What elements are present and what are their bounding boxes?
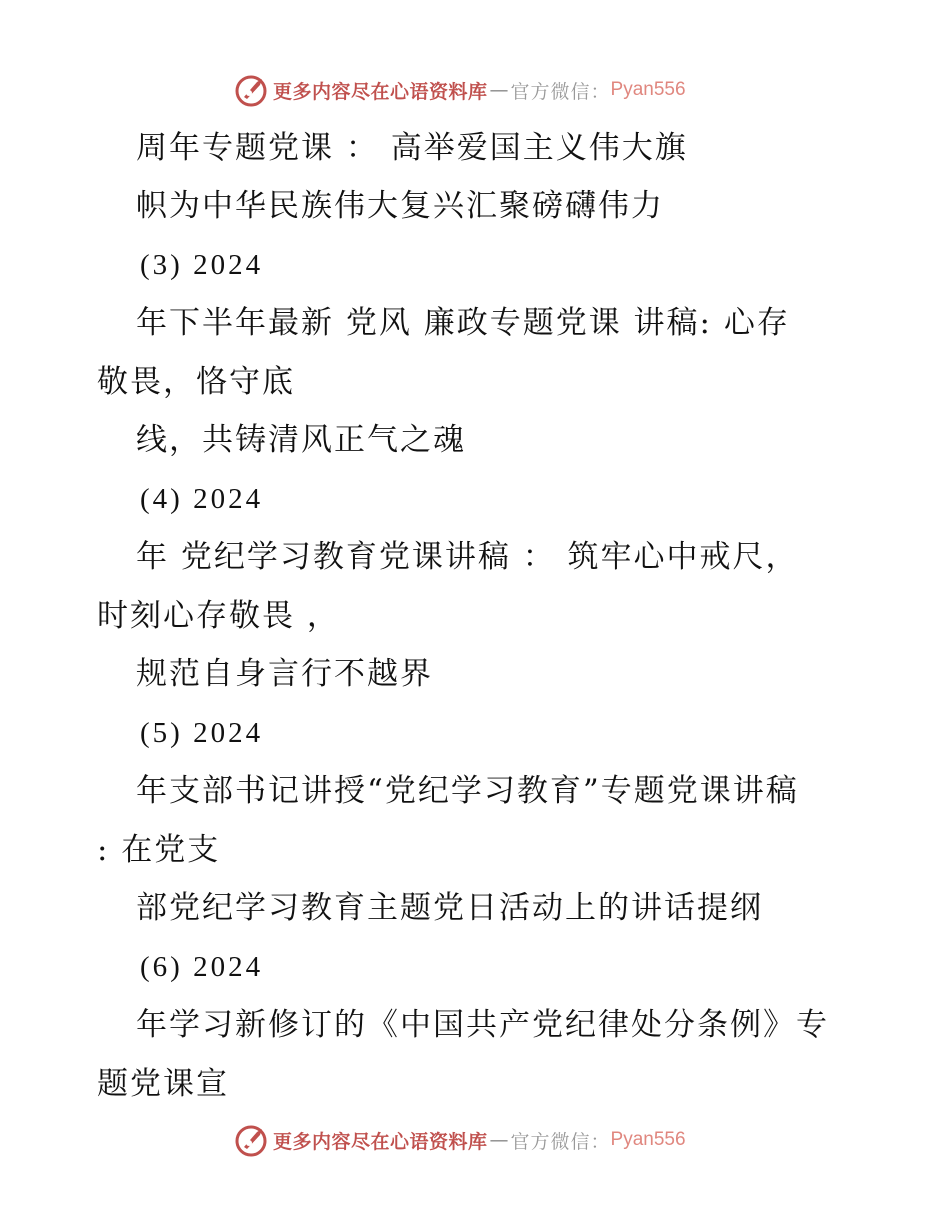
pen-logo-icon xyxy=(235,73,269,107)
text-line: 规范自身言行不越界 xyxy=(136,656,433,692)
text-line: 部党纪学习教育主题党日活动上的讲话提纲 xyxy=(136,890,763,926)
watermark-wechat-id: Pyan556 xyxy=(610,79,686,100)
watermark-wechat-id: Pyan556 xyxy=(610,1129,686,1150)
text-line: 周年专题党课 ： 高举爱国主义伟大旗 xyxy=(136,130,688,166)
watermark-label: 官方微信： xyxy=(510,1130,611,1153)
watermark-text: 更多内容尽在心语资料库 xyxy=(273,80,488,103)
watermark-label: 官方微信： xyxy=(510,80,611,103)
text-line: : 在党支 xyxy=(97,832,221,868)
text-line: 帜为中华民族伟大复兴汇聚磅礴伟力 xyxy=(136,188,664,224)
item-number: (3) 2024 xyxy=(140,249,264,281)
header-watermark xyxy=(235,72,686,108)
watermark-separator: — xyxy=(489,1129,509,1151)
footer-watermark xyxy=(235,1122,686,1158)
text-line: 年支部书记讲授“党纪学习教育”专题党课讲稿 xyxy=(136,773,799,809)
text-line: 题党课宣 xyxy=(97,1066,229,1102)
text-line: 时刻心存敬畏 ， xyxy=(97,598,340,634)
item-number: (6) 2024 xyxy=(140,951,264,983)
item-number: (5) 2024 xyxy=(140,717,264,749)
text-line: 年 党纪学习教育党课讲稿 ： 筑牢心中戒尺， xyxy=(136,539,799,575)
text-line: 线，共铸清风正气之魂 xyxy=(136,422,466,458)
watermark-text: 更多内容尽在心语资料库 xyxy=(273,1130,488,1153)
text-line: 年学习新修订的《中国共产党纪律处分条例》专 xyxy=(136,1007,829,1043)
watermark-separator: — xyxy=(489,79,509,101)
pen-logo-icon xyxy=(235,1123,269,1157)
text-line: 敬畏，恪守底 xyxy=(97,364,295,400)
text-line: 年下半年最新 党风 廉政专题党课 讲稿: 心存 xyxy=(136,305,790,341)
item-number: (4) 2024 xyxy=(140,483,264,515)
